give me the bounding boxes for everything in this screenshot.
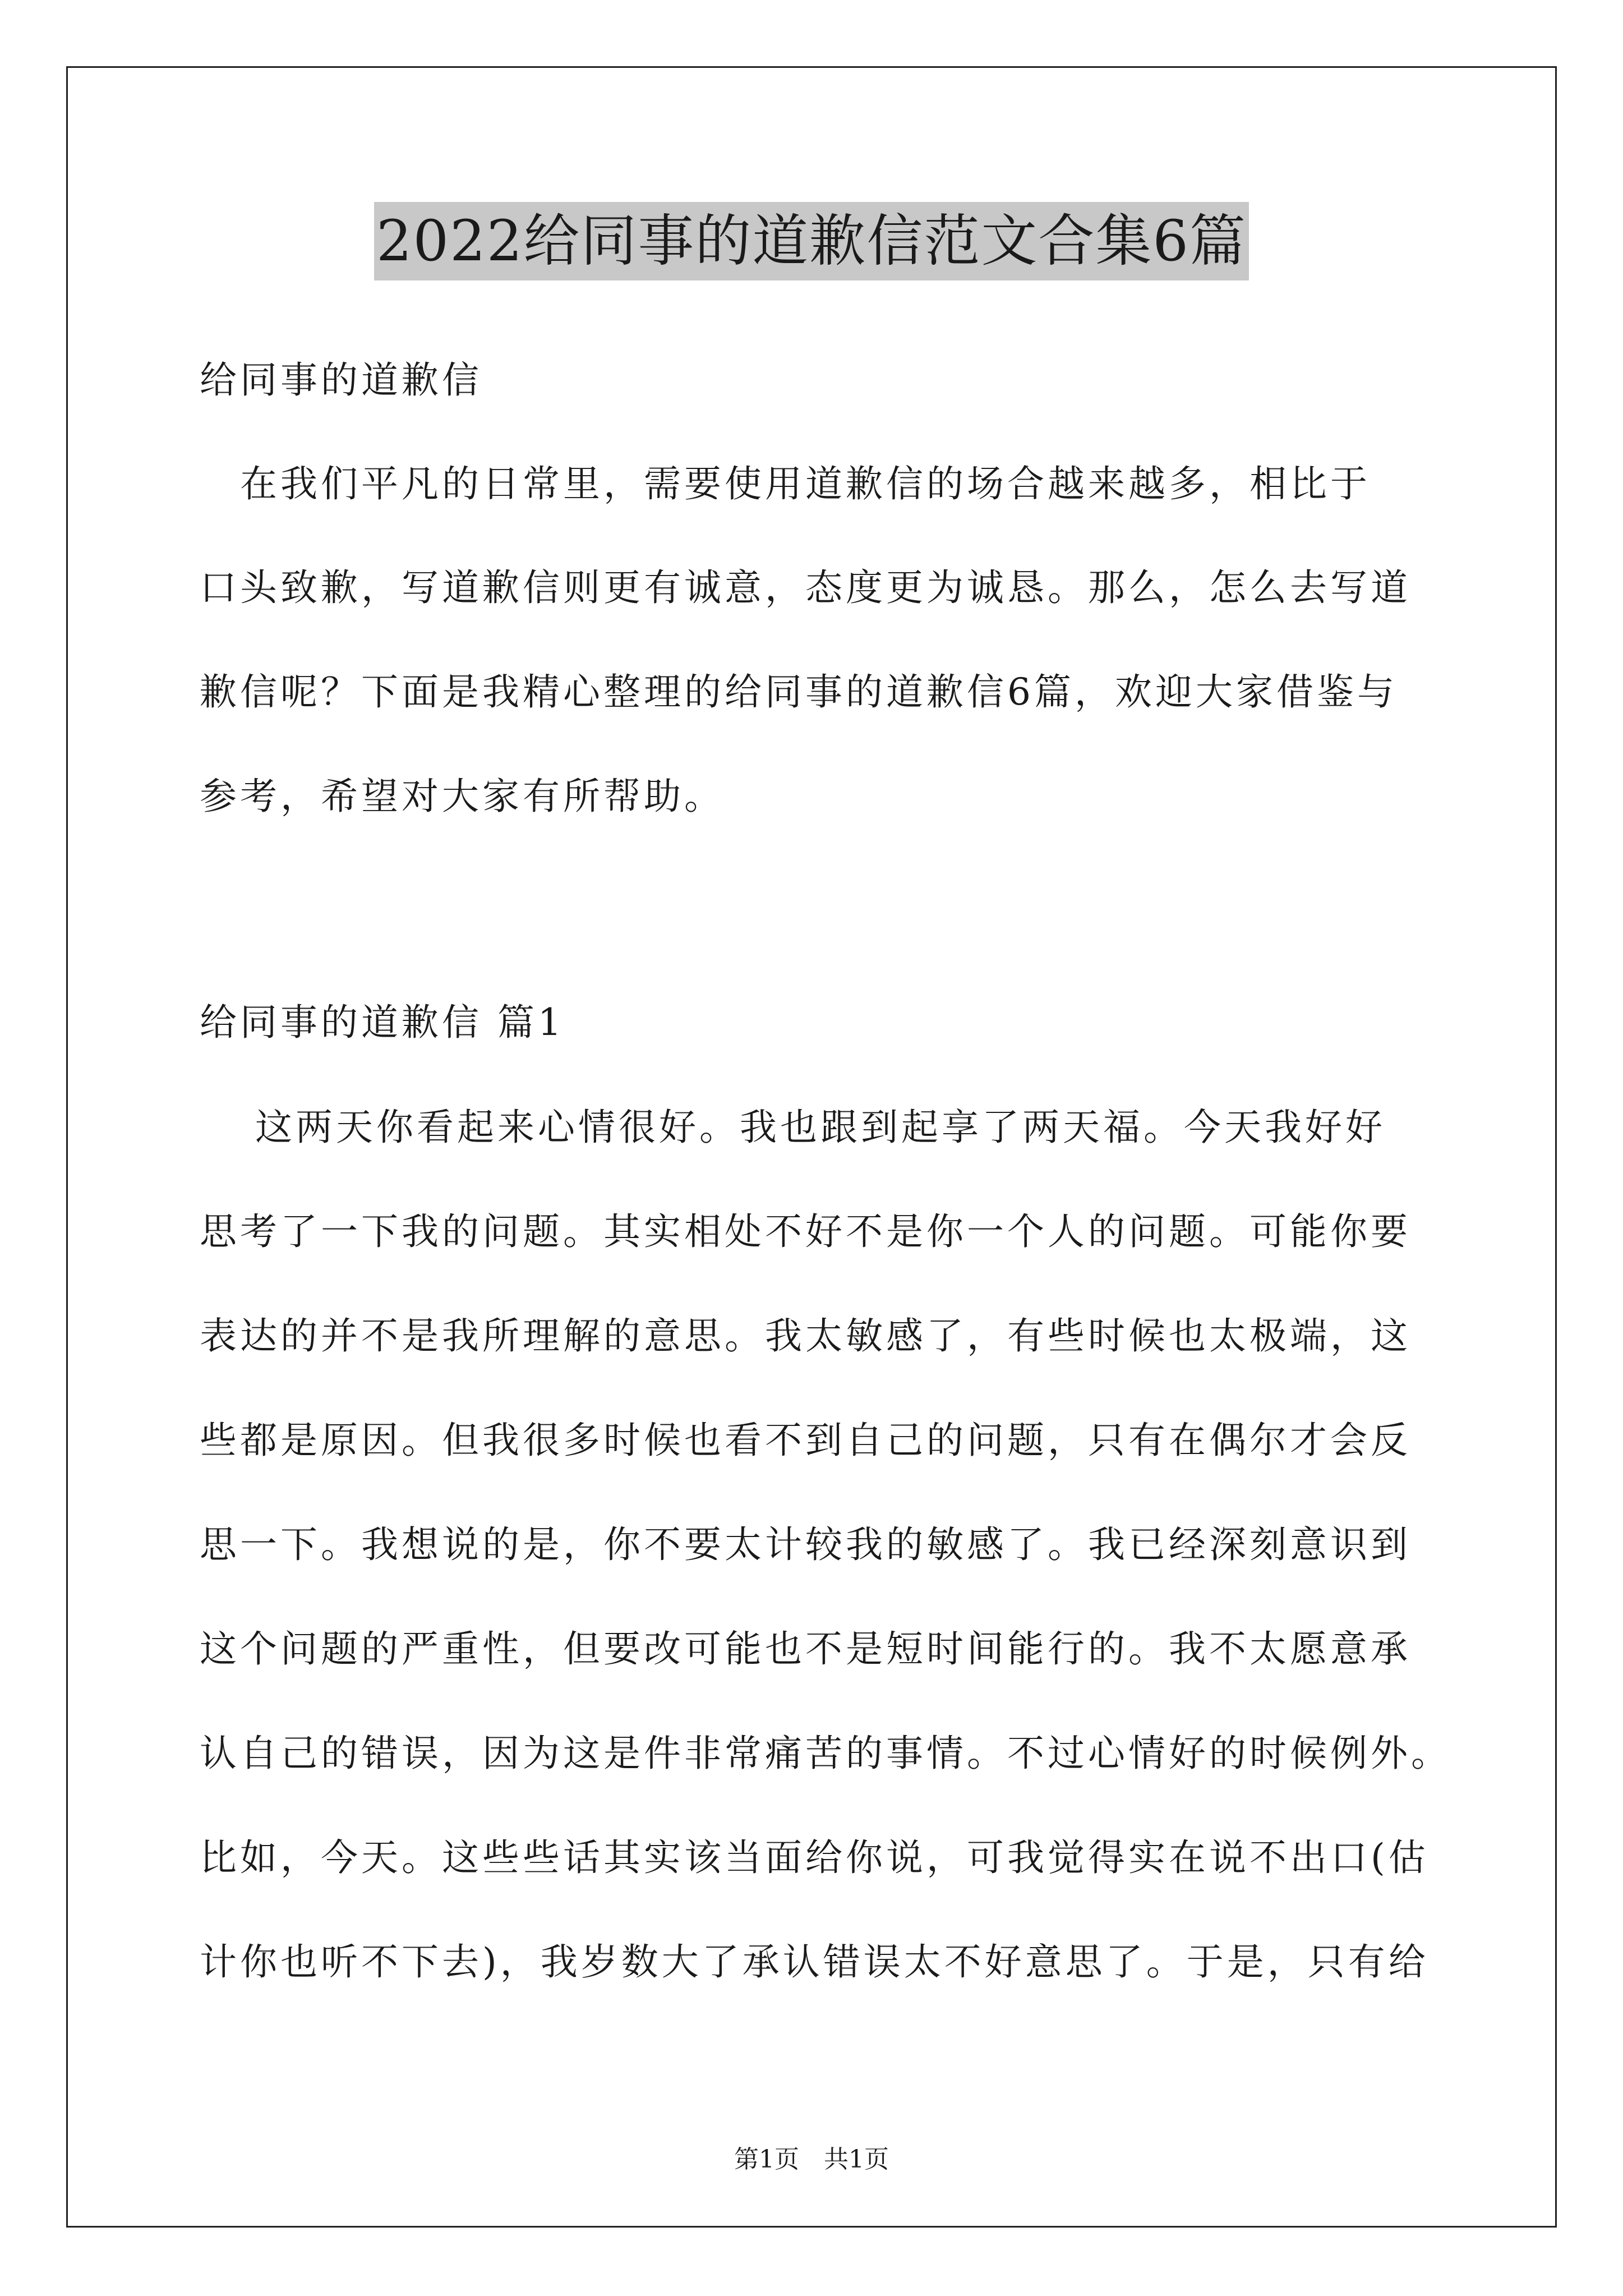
section-heading: 给同事的道歉信 篇1 — [200, 1001, 565, 1044]
section-line-9: 计你也听不下去)，我岁数大了承认错误太不好意思了。于是，只有给 — [200, 1940, 1429, 1984]
section-line-3: 表达的并不是我所理解的意思。我太敏感了，有些时候也太极端，这 — [200, 1314, 1411, 1358]
section-line-2: 思考了一下我的问题。其实相处不好不是你一个人的问题。可能你要 — [200, 1210, 1411, 1253]
section-line-8: 比如，今天。这些些话其实该当面给你说，可我觉得实在说不出口(估 — [200, 1836, 1429, 1879]
page-footer: 第1页 共1页 — [734, 2145, 889, 2174]
section-line-6: 这个问题的严重性，但要改可能也不是短时间能行的。我不太愿意承 — [200, 1627, 1411, 1671]
section-line-1: 这两天你看起来心情很好。我也跟到起享了两天福。今天我好好 — [200, 1106, 1386, 1149]
document-title — [0, 202, 1623, 280]
section-line-5: 思一下。我想说的是，你不要太计较我的敏感了。我已经深刻意识到 — [200, 1523, 1411, 1566]
section-line-4: 些都是原因。但我很多时候也看不到自己的问题，只有在偶尔才会反 — [200, 1419, 1411, 1462]
intro-line-2: 口头致歉，写道歉信则更有诚意，态度更为诚恳。那么，怎么去写道 — [200, 566, 1411, 609]
document-title-text: 2022给同事的道歉信范文合集6篇 — [374, 202, 1249, 280]
intro-heading: 给同事的道歉信 — [200, 358, 482, 402]
intro-line-1: 在我们平凡的日常里，需要使用道歉信的场合越来越多，相比于 — [200, 462, 1371, 505]
section-line-7: 认自己的错误，因为这是件非常痛苦的事情。不过心情好的时候例外。 — [200, 1732, 1451, 1775]
intro-line-3: 歉信呢？下面是我精心整理的给同事的道歉信6篇，欢迎大家借鉴与 — [200, 670, 1398, 714]
intro-line-4: 参考，希望对大家有所帮助。 — [200, 775, 725, 818]
